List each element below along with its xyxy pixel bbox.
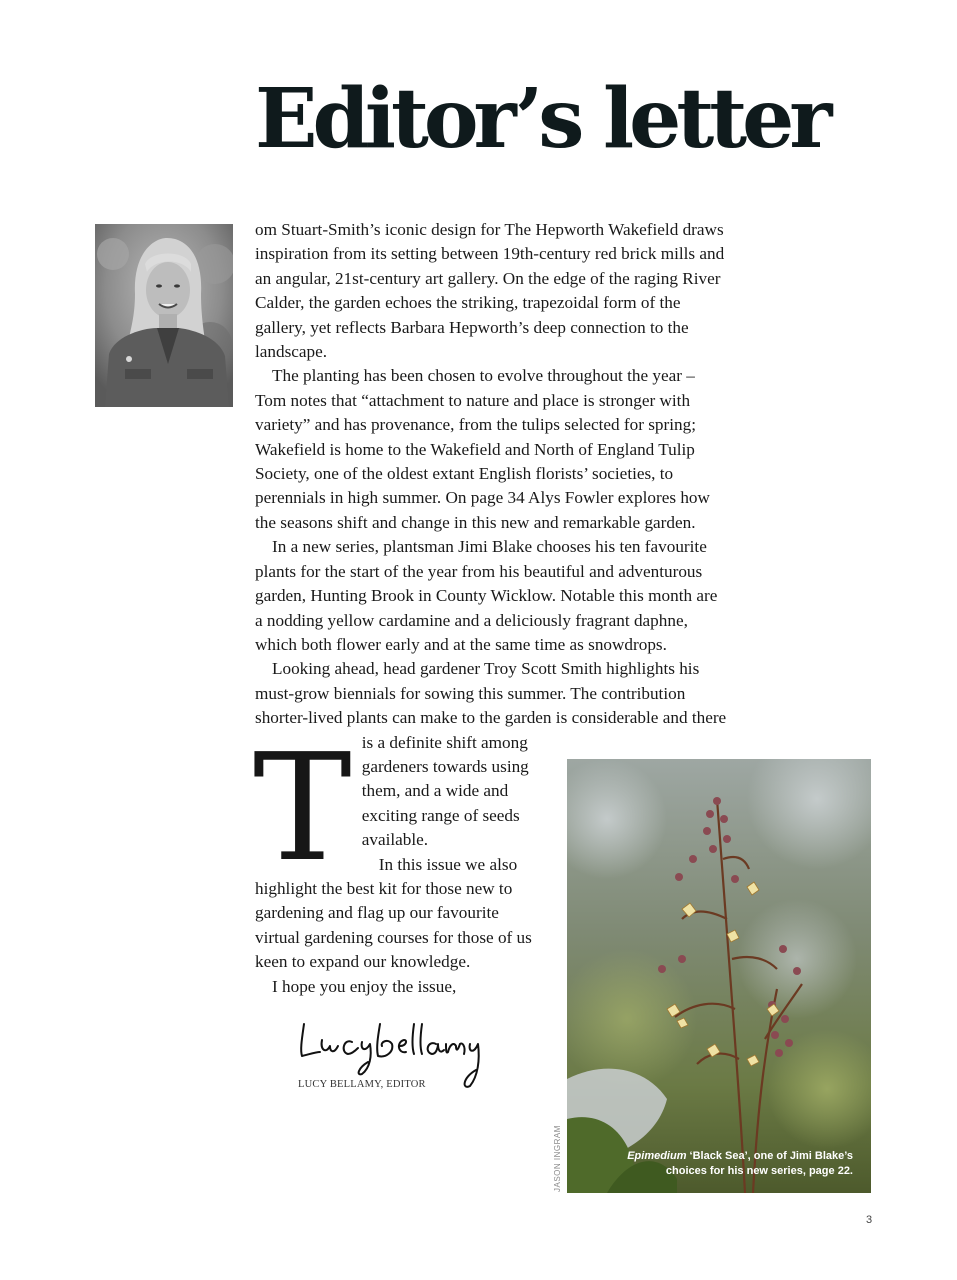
editor-name: LUCY BELLAMY, EDITOR [298,1079,426,1090]
photo-credit: JASON INGRAM [553,1125,562,1192]
page-title: Editor’s letter [255,71,828,167]
paragraph-5: In this issue we also highlight the best kit for those new to gardening and flag up our favourite virtual gardening courses for those of us keen to expand our knowledge. [255,854,532,972]
editor-portrait [95,224,233,407]
paragraph-3: In a new series, plantsman Jimi Blake chooses his ten favourite plants for the start of the year from his beautiful and adventurous garden, Hunting Brook in County Wicklow. Notable this month are a nodding yellow cardamine and a deliciously fragrant daphne, which both flower early and at the same time as snowdrops. [255,537,718,654]
paragraph-6: I hope you enjoy the issue, [272,976,457,996]
paragraph-2: The planting has been chosen to evolve throughout the year – Tom notes that “attachment to nature and place is stronger with variety” and has provenance, from the tulips selected for spring; Wakefield is home to the Wakefield and North of England Tulip Society, one of the oldest extant English florists’ societies, to perennials in high summer. On page 34 Alys Fowler explores how the seasons shift and change in this new and remarkable garden. [255,366,710,532]
epimedium-photo [567,759,871,1193]
page-number: 3 [866,1214,873,1226]
paragraph-4: Looking ahead, head gardener Troy Scott Smith highlights his must-grow biennials for sowing this summer. The contribution shorter-lived plants can make to the garden is considerable and there is a definite shift among gardeners towards using them, and a wide and exciting range of seeds available. [255,659,727,850]
photo-caption: Epimedium ‘Black Sea’, one of Jimi Blake’s choices for his new series, page 22. [627,1150,853,1177]
paragraph-1: T om Stuart-Smith’s iconic design for The Hepworth Wakefield draws inspiration from its setting between 19th-century red brick mills and an angular, 21st-century art gallery. On the edge of the raging River Calder, the garden echoes the striking, trapezoidal form of the gallery, yet reflects Barbara Hepworth’s deep connection to the landscape. [253,220,725,894]
drop-cap: T [253,722,352,894]
